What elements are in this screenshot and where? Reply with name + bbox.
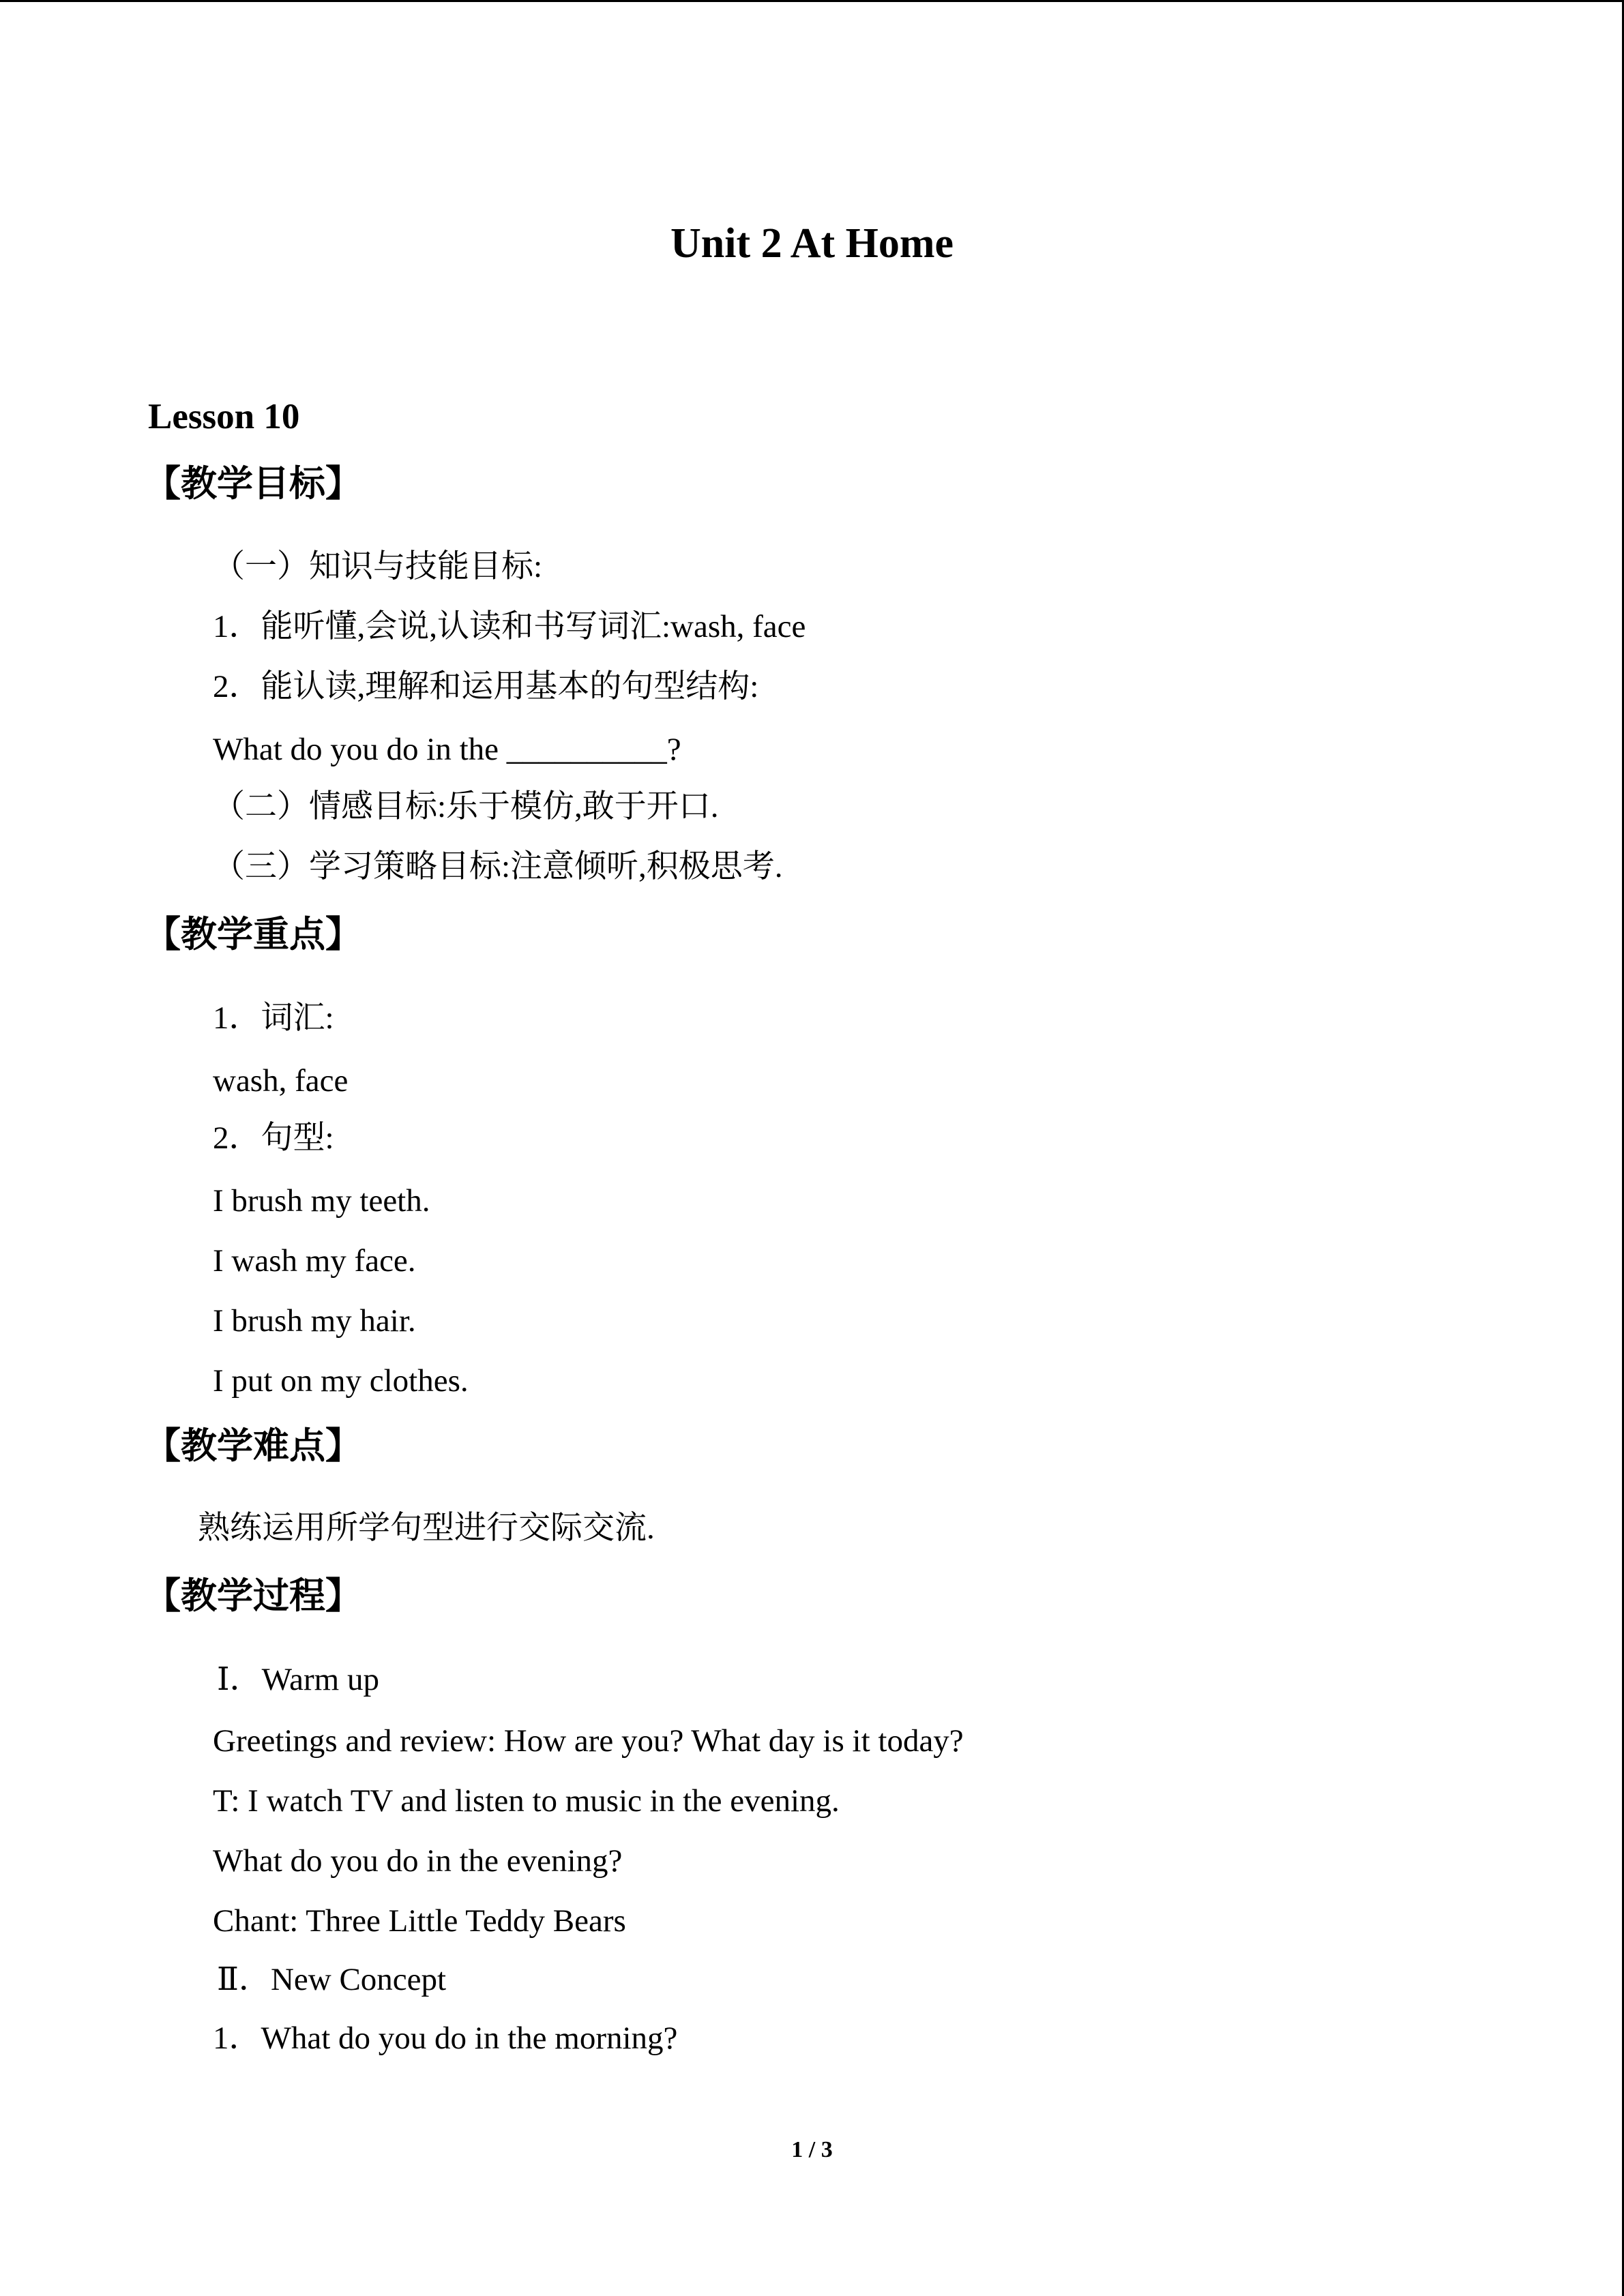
key-points-line: 1．词汇: — [213, 1000, 334, 1036]
goals-line: What do you do in the __________? — [213, 732, 681, 767]
section-heading-process: 【教学过程】 — [145, 1575, 361, 1617]
section-heading-key-points: 【教学重点】 — [145, 914, 361, 955]
goals-line: 1．能听懂,会说,认读和书写词汇:wash, face — [213, 609, 806, 644]
section-heading-difficulties: 【教学难点】 — [145, 1425, 361, 1467]
key-points-line: I brush my hair. — [213, 1303, 416, 1339]
key-points-line: 2．句型: — [213, 1120, 334, 1156]
process-line: T: I watch TV and listen to music in the evening. — [213, 1783, 840, 1819]
page-indicator: 1 / 3 — [791, 2137, 833, 2162]
key-points-line: I brush my teeth. — [213, 1183, 430, 1219]
process-line: 1．What do you do in the morning? — [213, 2021, 678, 2056]
key-points-line: I put on my clothes. — [213, 1363, 469, 1399]
process-line: Greetings and review: How are you? What day is it today? — [213, 1723, 964, 1759]
process-line: Ⅱ．New Concept — [217, 1962, 447, 1997]
goals-line: （三）学习策略目标:注意倾听,积极思考. — [213, 849, 783, 884]
goals-line: （二）情感目标:乐于模仿,敢于开口. — [213, 789, 719, 824]
process-line: What do you do in the evening? — [213, 1843, 623, 1879]
key-points-line: wash, face — [213, 1063, 349, 1099]
difficulties-line: 熟练运用所学句型进行交际交流. — [198, 1510, 655, 1546]
key-points-line: I wash my face. — [213, 1243, 416, 1279]
goals-line: 2．能认读,理解和运用基本的句型结构: — [213, 669, 759, 704]
document-title: Unit 2 At Home — [670, 220, 954, 267]
section-heading-goals: 【教学目标】 — [145, 463, 361, 505]
process-line: Ⅰ．Warm up — [217, 1662, 379, 1697]
goals-line: （一）知识与技能目标: — [213, 549, 543, 584]
lesson-heading: Lesson 10 — [148, 397, 300, 436]
process-line: Chant: Three Little Teddy Bears — [213, 1903, 626, 1939]
top-border — [0, 0, 1624, 2]
